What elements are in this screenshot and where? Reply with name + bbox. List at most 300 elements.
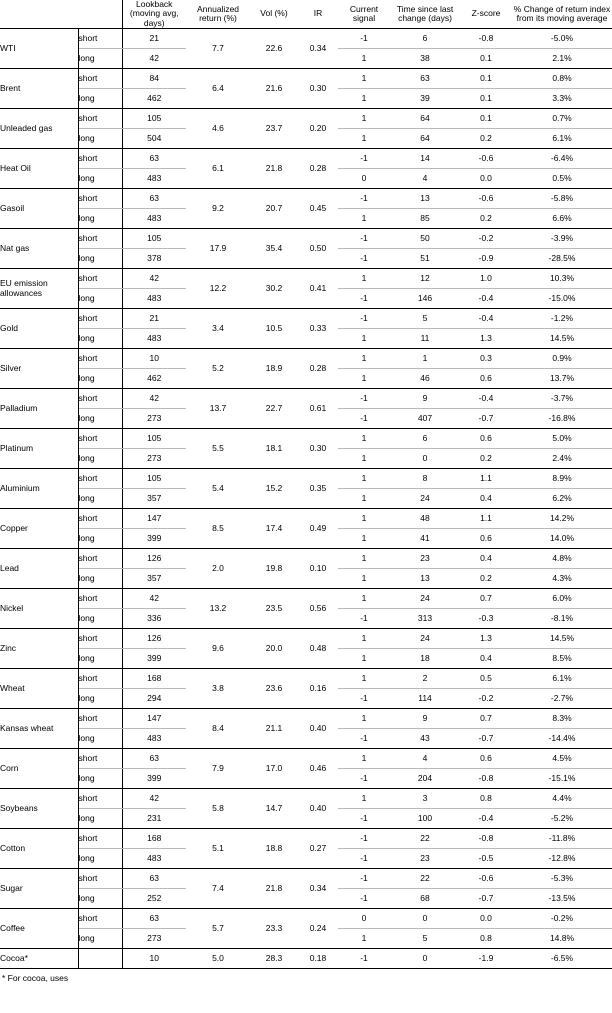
z-score-value: 0.1 (460, 89, 512, 109)
vol-value: 18.8 (250, 829, 298, 869)
term-label-long: long (78, 249, 122, 269)
annualized-return-value: 17.9 (186, 229, 250, 269)
current-signal-value: 1 (338, 929, 390, 949)
z-score-value: -1.9 (478, 952, 494, 963)
vol-value: 35.4 (250, 229, 298, 269)
lookback-value: 10 (149, 952, 159, 963)
current-signal-value: -1 (338, 889, 390, 909)
asset-name: Palladium (0, 389, 78, 429)
z-score-value: -0.6 (460, 149, 512, 169)
asset-name: Heat Oil (0, 149, 78, 189)
lookback-value: 483 (122, 169, 186, 189)
pct-change-value: -6.5% (550, 952, 574, 963)
current-signal-value: -1 (338, 189, 390, 209)
z-score-value: 0.4 (460, 649, 512, 669)
z-score-value: 0.0 (460, 909, 512, 929)
term-label-long: long (78, 649, 122, 669)
lookback-value: 105 (122, 429, 186, 449)
z-score-value: 0.1 (460, 109, 512, 129)
term-label-short: short (78, 789, 122, 809)
term-label-long: long (78, 169, 122, 189)
table-row (0, 709, 612, 729)
z-score-value: -0.5 (460, 849, 512, 869)
lookback-value: 105 (122, 109, 186, 129)
z-score-value: 0.1 (460, 69, 512, 89)
annualized-return-value: 5.0 (212, 952, 224, 963)
term-label-short: short (78, 509, 122, 529)
term-label-long: long (78, 369, 122, 389)
table-row (0, 229, 612, 249)
vol-value: 21.1 (250, 709, 298, 749)
time-since-last-change-value: 9 (390, 709, 460, 729)
vol-value: 23.5 (250, 589, 298, 629)
vol-value: 18.9 (250, 349, 298, 389)
time-since-last-change-value: 24 (390, 589, 460, 609)
term-label-short: short (78, 909, 122, 929)
time-since-last-change-value: 22 (390, 869, 460, 889)
lookback-value: 168 (122, 669, 186, 689)
lookback-value: 21 (122, 309, 186, 329)
current-signal-value: -1 (338, 829, 390, 849)
current-signal-value: -1 (338, 769, 390, 789)
z-score-value: 0.2 (460, 569, 512, 589)
term-label-long: long (78, 449, 122, 469)
ir-value: 0.46 (298, 749, 338, 789)
annualized-return-value: 4.6 (186, 109, 250, 149)
pct-change-value: -5.3% (512, 869, 612, 889)
pct-change-value: -15.1% (512, 769, 612, 789)
term-label-short: short (78, 189, 122, 209)
ir-value: 0.49 (298, 509, 338, 549)
table-row (0, 909, 612, 929)
asset-name: Brent (0, 69, 78, 109)
table-row (0, 469, 612, 489)
pct-change-value: 6.2% (512, 489, 612, 509)
z-score-value: 0.6 (460, 429, 512, 449)
asset-name: Wheat (0, 669, 78, 709)
header-z-score: Z-score (460, 0, 512, 29)
ir-value: 0.56 (298, 589, 338, 629)
ir-value: 0.61 (298, 389, 338, 429)
lookback-value: 399 (122, 649, 186, 669)
annualized-return-value: 5.8 (186, 789, 250, 829)
lookback-value: 294 (122, 689, 186, 709)
table-row (0, 749, 612, 769)
lookback-value: 483 (122, 729, 186, 749)
annualized-return-value: 5.1 (186, 829, 250, 869)
pct-change-value: 0.9% (512, 349, 612, 369)
time-since-last-change-value: 24 (390, 489, 460, 509)
asset-name: Gasoil (0, 189, 78, 229)
current-signal-value: 1 (338, 109, 390, 129)
annualized-return-value: 8.5 (186, 509, 250, 549)
pct-change-value: 13.7% (512, 369, 612, 389)
table-row (0, 429, 612, 449)
pct-change-value: 14.0% (512, 529, 612, 549)
z-score-value: -0.6 (460, 189, 512, 209)
time-since-last-change-value: 14 (390, 149, 460, 169)
time-since-last-change-value: 41 (390, 529, 460, 549)
annualized-return-value: 6.4 (186, 69, 250, 109)
term-label-long: long (78, 409, 122, 429)
annualized-return-value: 8.4 (186, 709, 250, 749)
time-since-last-change-value: 4 (390, 749, 460, 769)
pct-change-value: 4.8% (512, 549, 612, 569)
asset-name: Nickel (0, 589, 78, 629)
z-score-value: -0.2 (460, 229, 512, 249)
pct-change-value: 8.3% (512, 709, 612, 729)
time-since-last-change-value: 6 (390, 429, 460, 449)
z-score-value: 0.2 (460, 449, 512, 469)
time-since-last-change-value: 43 (390, 729, 460, 749)
asset-name: Silver (0, 349, 78, 389)
vol-value: 14.7 (250, 789, 298, 829)
ir-value: 0.30 (298, 429, 338, 469)
pct-change-value: -15.0% (512, 289, 612, 309)
time-since-last-change-value: 64 (390, 129, 460, 149)
pct-change-value: -11.8% (512, 829, 612, 849)
ir-value: 0.45 (298, 189, 338, 229)
lookback-value: 84 (122, 69, 186, 89)
term-label-short: short (78, 749, 122, 769)
current-signal-value: -1 (360, 952, 368, 963)
z-score-value: 0.0 (460, 169, 512, 189)
current-signal-value: 1 (338, 569, 390, 589)
z-score-value: 0.4 (460, 549, 512, 569)
time-since-last-change-value: 46 (390, 369, 460, 389)
annualized-return-value: 5.2 (186, 349, 250, 389)
lookback-value: 105 (122, 229, 186, 249)
z-score-value: 1.3 (460, 329, 512, 349)
term-label-short: short (78, 469, 122, 489)
lookback-value: 273 (122, 409, 186, 429)
term-label-long: long (78, 889, 122, 909)
term-label-short: short (78, 309, 122, 329)
asset-name: Nat gas (0, 229, 78, 269)
asset-name: Platinum (0, 429, 78, 469)
pct-change-value: 6.1% (512, 129, 612, 149)
annualized-return-value: 5.5 (186, 429, 250, 469)
pct-change-value: -8.1% (512, 609, 612, 629)
pct-change-value: 10.3% (512, 269, 612, 289)
asset-name: Copper (0, 509, 78, 549)
header-term (78, 0, 122, 29)
time-since-last-change-value: 204 (390, 769, 460, 789)
time-since-last-change-value: 50 (390, 229, 460, 249)
annualized-return-value: 7.4 (186, 869, 250, 909)
term-label-short: short (78, 629, 122, 649)
pct-change-value: 8.9% (512, 469, 612, 489)
time-since-last-change-value: 39 (390, 89, 460, 109)
pct-change-value: 14.5% (512, 629, 612, 649)
term-label-long: long (78, 809, 122, 829)
current-signal-value: -1 (338, 869, 390, 889)
term-label-long: long (78, 129, 122, 149)
term-label-short: short (78, 29, 122, 49)
time-since-last-change-value: 23 (390, 549, 460, 569)
lookback-value: 483 (122, 849, 186, 869)
current-signal-value: -1 (338, 29, 390, 49)
time-since-last-change-value: 22 (390, 829, 460, 849)
ir-value: 0.20 (298, 109, 338, 149)
z-score-value: 1.1 (460, 509, 512, 529)
lookback-value: 42 (122, 789, 186, 809)
z-score-value: -0.8 (460, 829, 512, 849)
z-score-value: -0.7 (460, 889, 512, 909)
vol-value: 28.3 (265, 952, 283, 963)
current-signal-value: 1 (338, 209, 390, 229)
lookback-value: 336 (122, 609, 186, 629)
time-since-last-change-value: 3 (390, 789, 460, 809)
vol-value: 23.3 (250, 909, 298, 949)
term-label-short: short (78, 549, 122, 569)
lookback-value: 399 (122, 769, 186, 789)
z-score-value: -0.4 (460, 809, 512, 829)
lookback-value: 10 (122, 349, 186, 369)
pct-change-value: 6.1% (512, 669, 612, 689)
time-since-last-change-value: 68 (390, 889, 460, 909)
time-since-last-change-value: 51 (390, 249, 460, 269)
annualized-return-value: 13.2 (186, 589, 250, 629)
lookback-value: 126 (122, 629, 186, 649)
current-signal-value: 1 (338, 549, 390, 569)
z-score-value: 0.5 (460, 669, 512, 689)
current-signal-value: -1 (338, 809, 390, 829)
current-signal-value: 1 (338, 589, 390, 609)
z-score-value: -0.3 (460, 609, 512, 629)
time-since-last-change-value: 5 (390, 929, 460, 949)
vol-value: 15.2 (250, 469, 298, 509)
asset-name: Lead (0, 549, 78, 589)
pct-change-value: -13.5% (512, 889, 612, 909)
ir-value: 0.33 (298, 309, 338, 349)
term-label-short: short (78, 109, 122, 129)
z-score-value: -0.4 (460, 309, 512, 329)
time-since-last-change-value: 313 (390, 609, 460, 629)
current-signal-value: 1 (338, 669, 390, 689)
time-since-last-change-value: 5 (390, 309, 460, 329)
table-row (0, 949, 612, 969)
vol-value: 17.4 (250, 509, 298, 549)
term-label-short: short (78, 229, 122, 249)
time-since-last-change-value: 23 (390, 849, 460, 869)
table-row (0, 789, 612, 809)
lookback-value: 42 (122, 389, 186, 409)
z-score-value: 0.4 (460, 489, 512, 509)
table-footnote: * For cocoa, uses (0, 968, 612, 983)
annualized-return-value: 12.2 (186, 269, 250, 309)
annualized-return-value: 2.0 (186, 549, 250, 589)
current-signal-value: 1 (338, 749, 390, 769)
asset-name: WTI (0, 29, 78, 69)
ir-value: 0.16 (298, 669, 338, 709)
lookback-value: 147 (122, 509, 186, 529)
z-score-value: -0.4 (460, 389, 512, 409)
time-since-last-change-value: 2 (390, 669, 460, 689)
current-signal-value: 1 (338, 329, 390, 349)
ir-value: 0.18 (309, 952, 327, 963)
lookback-value: 273 (122, 449, 186, 469)
current-signal-value: 1 (338, 529, 390, 549)
table-row (0, 69, 612, 89)
current-signal-value: -1 (338, 729, 390, 749)
current-signal-value: 1 (338, 449, 390, 469)
time-since-last-change-value: 0 (390, 909, 460, 929)
ir-value: 0.10 (298, 549, 338, 589)
vol-value: 20.0 (250, 629, 298, 669)
pct-change-value: 14.2% (512, 509, 612, 529)
table-row (0, 309, 612, 329)
current-signal-value: -1 (338, 309, 390, 329)
table-row (0, 829, 612, 849)
time-since-last-change-value: 0 (390, 449, 460, 469)
time-since-last-change-value: 38 (390, 49, 460, 69)
current-signal-value: 1 (338, 489, 390, 509)
term-label-short: short (78, 389, 122, 409)
time-since-last-change-value: 48 (390, 509, 460, 529)
ir-value: 0.24 (298, 909, 338, 949)
header-time-since-last-change: Time since last change (days) (390, 0, 460, 29)
ir-value: 0.35 (298, 469, 338, 509)
header-vol: Vol (%) (250, 0, 298, 29)
annualized-return-value: 3.8 (186, 669, 250, 709)
pct-change-value: 5.0% (512, 429, 612, 449)
current-signal-value: 1 (338, 269, 390, 289)
time-since-last-change-value: 85 (390, 209, 460, 229)
time-since-last-change-value: 11 (390, 329, 460, 349)
z-score-value: -0.7 (460, 409, 512, 429)
pct-change-value: 14.8% (512, 929, 612, 949)
asset-name: Corn (0, 749, 78, 789)
lookback-value: 63 (122, 189, 186, 209)
asset-name: Cocoa* (0, 949, 78, 969)
term-label-long: long (78, 89, 122, 109)
pct-change-value: 3.3% (512, 89, 612, 109)
vol-value: 17.0 (250, 749, 298, 789)
z-score-value: -0.2 (460, 689, 512, 709)
term-label-short: short (78, 149, 122, 169)
annualized-return-value: 13.7 (186, 389, 250, 429)
current-signal-value: 1 (338, 469, 390, 489)
lookback-value: 399 (122, 529, 186, 549)
ir-value: 0.28 (298, 149, 338, 189)
current-signal-value: 1 (338, 369, 390, 389)
table-header-row (0, 0, 612, 29)
table-row (0, 189, 612, 209)
lookback-value: 42 (122, 589, 186, 609)
time-since-last-change-value: 64 (390, 109, 460, 129)
table-row (0, 389, 612, 409)
ir-value: 0.34 (298, 29, 338, 69)
term-label-short: short (78, 69, 122, 89)
z-score-value: 0.2 (460, 129, 512, 149)
table-row (0, 269, 612, 289)
z-score-value: 0.7 (460, 709, 512, 729)
current-signal-value: 1 (338, 649, 390, 669)
lookback-value: 378 (122, 249, 186, 269)
time-since-last-change-value: 63 (390, 69, 460, 89)
z-score-value: 0.7 (460, 589, 512, 609)
vol-value: 22.7 (250, 389, 298, 429)
ir-value: 0.40 (298, 789, 338, 829)
term-label-long: long (78, 729, 122, 749)
z-score-value: -0.4 (460, 289, 512, 309)
z-score-value: -0.7 (460, 729, 512, 749)
z-score-value: 0.6 (460, 369, 512, 389)
pct-change-value: -1.2% (512, 309, 612, 329)
lookback-value: 462 (122, 369, 186, 389)
lookback-value: 483 (122, 329, 186, 349)
table-row (0, 29, 612, 49)
header-annualized-return: Annualized return (%) (186, 0, 250, 29)
pct-change-value: -16.8% (512, 409, 612, 429)
current-signal-value: -1 (338, 229, 390, 249)
pct-change-value: -5.2% (512, 809, 612, 829)
term-label-long: long (78, 329, 122, 349)
term-label-long: long (78, 209, 122, 229)
asset-name: Aluminium (0, 469, 78, 509)
time-since-last-change-value: 24 (390, 629, 460, 649)
z-score-value: -0.8 (460, 29, 512, 49)
pct-change-value: 4.3% (512, 569, 612, 589)
pct-change-value: 0.7% (512, 109, 612, 129)
table-row (0, 109, 612, 129)
time-since-last-change-value: 1 (390, 349, 460, 369)
asset-name: EU emission allowances (0, 269, 78, 309)
z-score-value: 0.8 (460, 789, 512, 809)
pct-change-value: 6.6% (512, 209, 612, 229)
term-label-short: short (78, 709, 122, 729)
current-signal-value: 0 (338, 909, 390, 929)
z-score-value: -0.8 (460, 769, 512, 789)
z-score-value: 1.1 (460, 469, 512, 489)
lookback-value: 147 (122, 709, 186, 729)
pct-change-value: 8.5% (512, 649, 612, 669)
current-signal-value: 0 (338, 169, 390, 189)
pct-change-value: 2.4% (512, 449, 612, 469)
annualized-return-value: 7.7 (186, 29, 250, 69)
annualized-return-value: 3.4 (186, 309, 250, 349)
pct-change-value: -3.7% (512, 389, 612, 409)
pct-change-value: 2.1% (512, 49, 612, 69)
header-lookback: Lookback (moving avg, days) (122, 0, 186, 29)
pct-change-value: -3.9% (512, 229, 612, 249)
current-signal-value: -1 (338, 389, 390, 409)
table-row (0, 549, 612, 569)
vol-value: 23.7 (250, 109, 298, 149)
current-signal-value: 1 (338, 709, 390, 729)
lookback-value: 483 (122, 209, 186, 229)
term-label-long: long (78, 769, 122, 789)
lookback-value: 357 (122, 569, 186, 589)
term-label-short: short (78, 349, 122, 369)
annualized-return-value: 9.6 (186, 629, 250, 669)
vol-value: 30.2 (250, 269, 298, 309)
lookback-value: 231 (122, 809, 186, 829)
pct-change-value: -5.0% (512, 29, 612, 49)
time-since-last-change-value: 0 (422, 952, 428, 963)
ir-value: 0.27 (298, 829, 338, 869)
ir-value: 0.40 (298, 709, 338, 749)
vol-value: 21.6 (250, 69, 298, 109)
time-since-last-change-value: 8 (390, 469, 460, 489)
asset-name: Sugar (0, 869, 78, 909)
time-since-last-change-value: 6 (390, 29, 460, 49)
pct-change-value: 4.5% (512, 749, 612, 769)
time-since-last-change-value: 13 (390, 569, 460, 589)
ir-value: 0.50 (298, 229, 338, 269)
ir-value: 0.30 (298, 69, 338, 109)
